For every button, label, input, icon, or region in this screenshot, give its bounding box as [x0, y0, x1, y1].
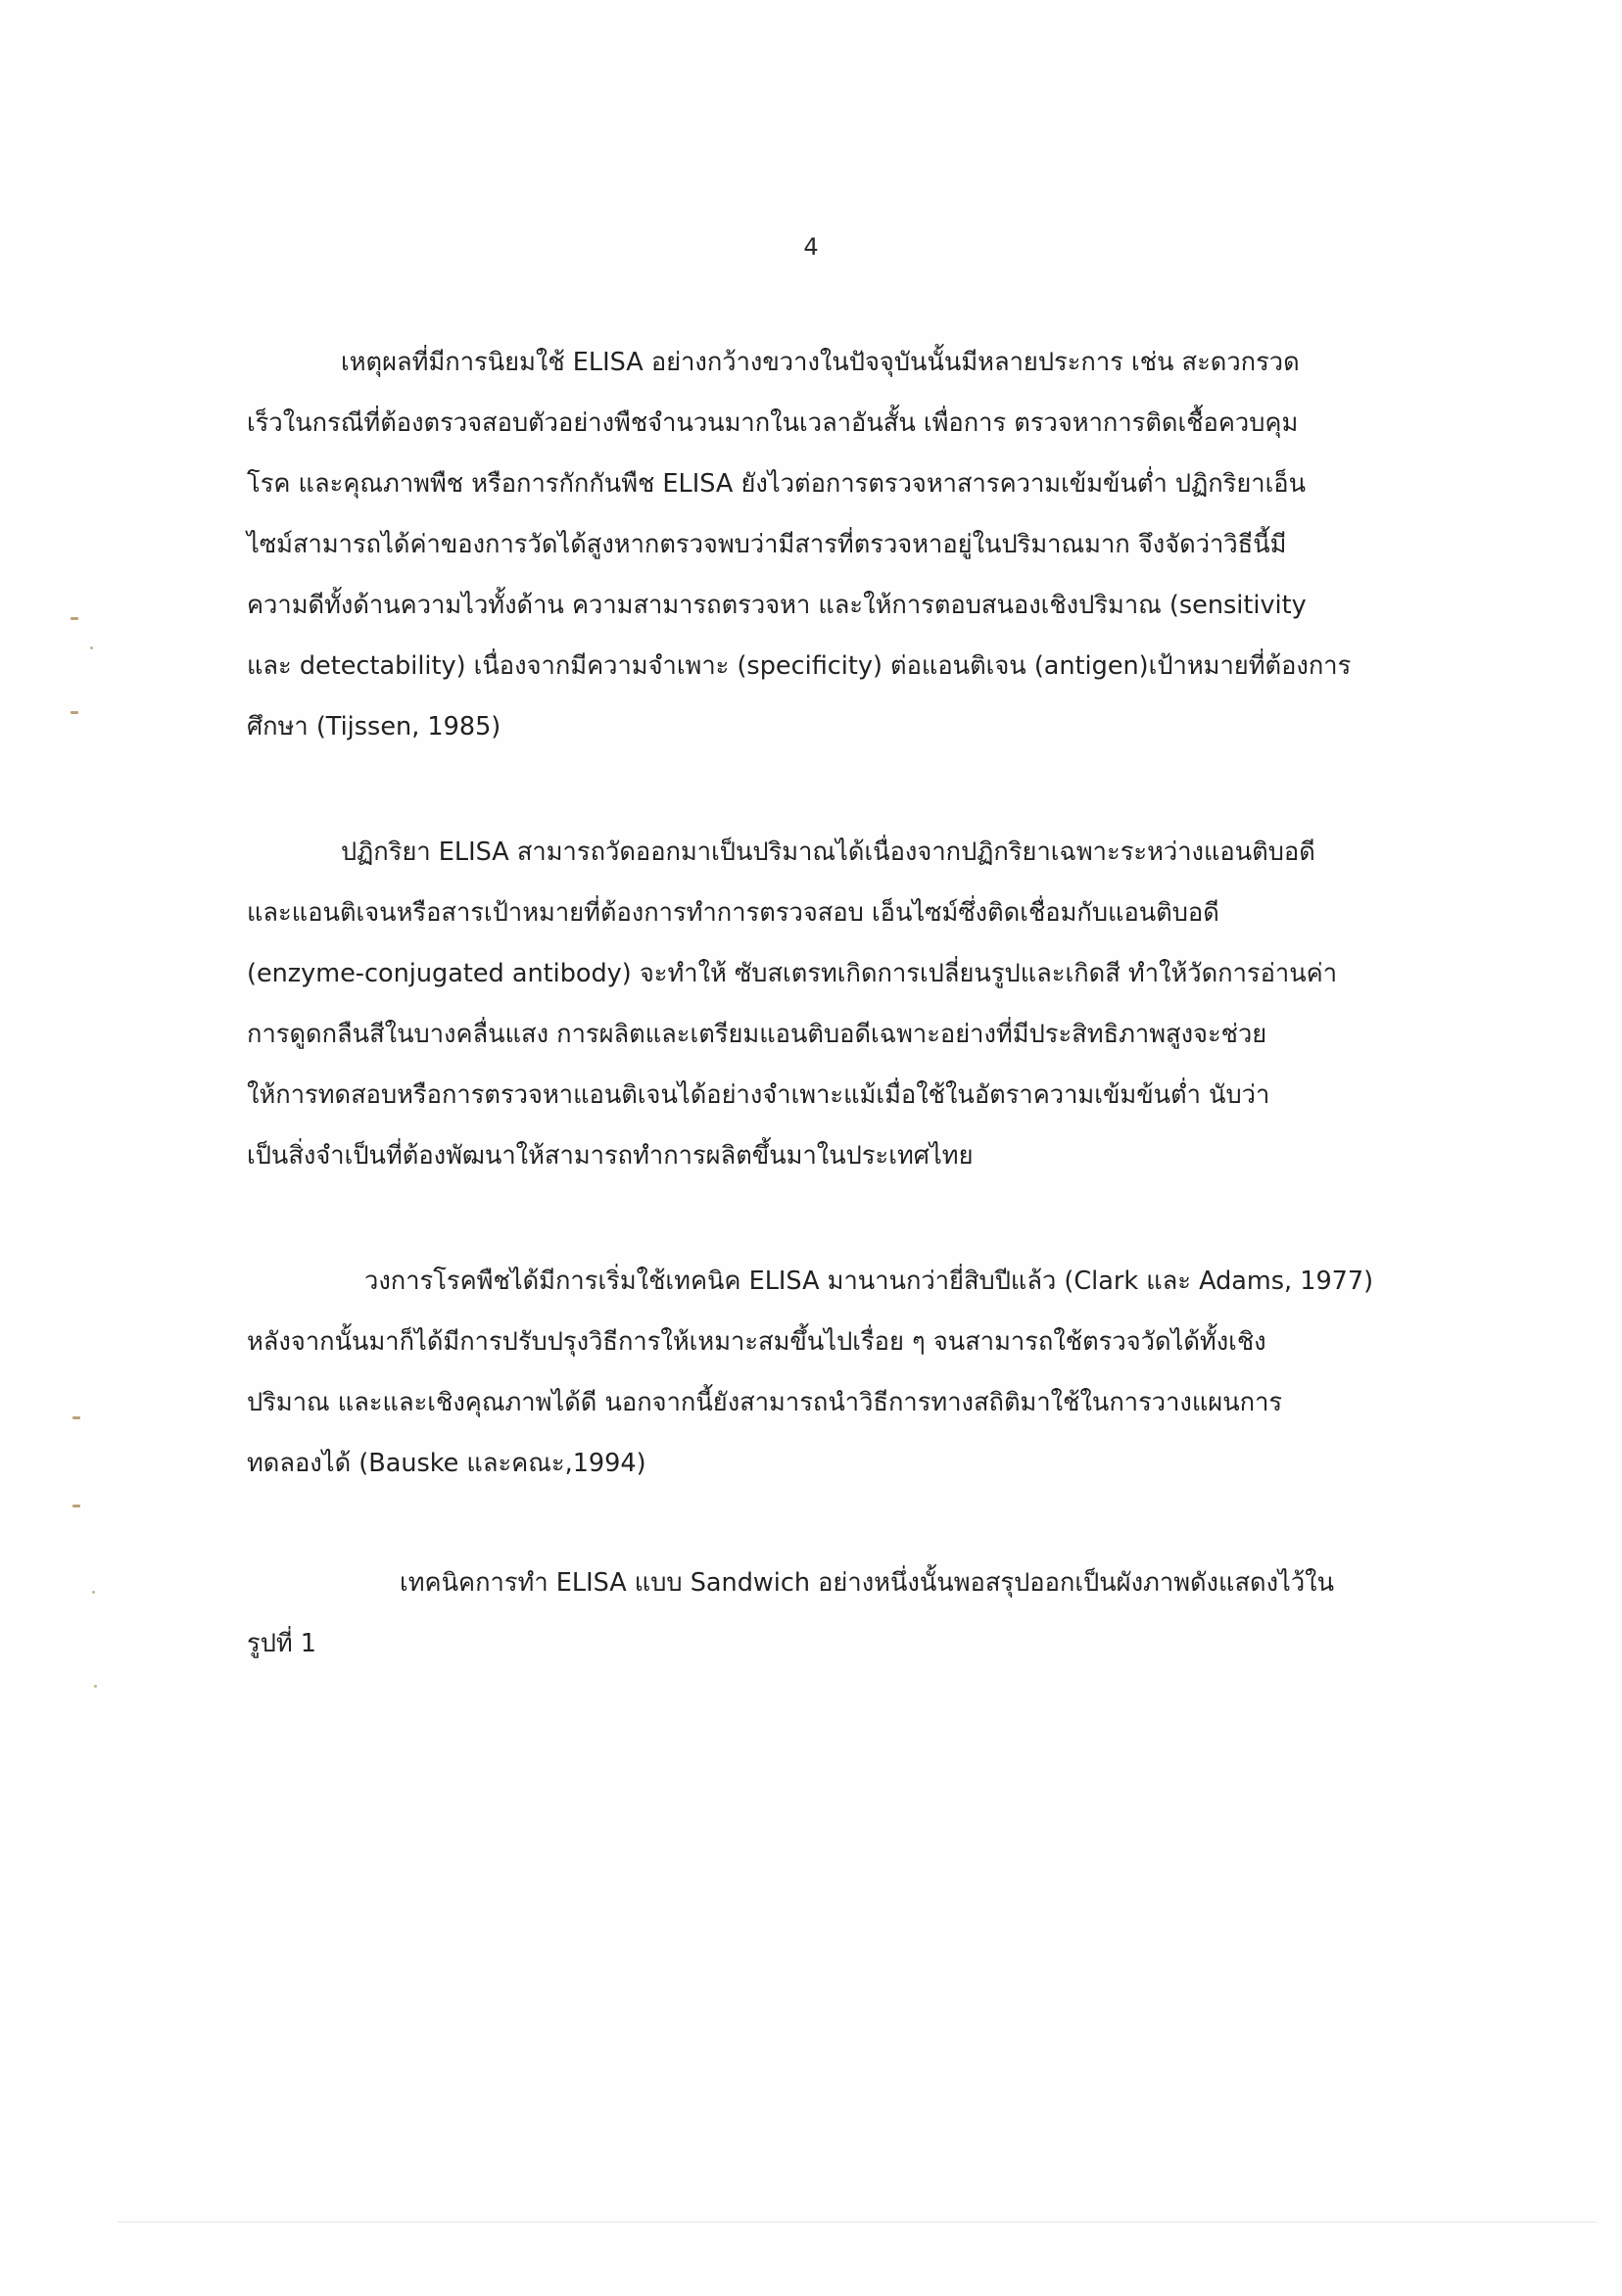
paragraph-3-line-3: ปริมาณ และและเชิงคุณภาพได้ดี นอกจากนี้ยังสามารถนำวิธีการทางสถิติมาใช้ในการวางแผนการ: [247, 1388, 1283, 1417]
paragraph-1-line-2: เร็วในกรณีที่ต้องตรวจสอบตัวอย่างพืชจำนวนมากในเวลาอันสั้น เพื่อการ ตรวจหาการติดเชื้อควบคุม: [247, 408, 1299, 438]
paragraph-2-line-6: เป็นสิ่งจำเป็นที่ต้องพัฒนาให้สามารถทำการผลิตขึ้นมาในประเทศไทย: [247, 1141, 974, 1171]
scan-dot: [94, 1685, 97, 1688]
paragraph-1-line-5: ความดีทั้งด้านความไวทั้งด้าน ความสามารถตรวจหา และให้การตอบสนองเชิงปริมาณ (sensitivity: [247, 591, 1307, 620]
paragraph-3-line-4: ทดลองได้ (Bauske และคณะ,1994): [247, 1449, 646, 1478]
paragraph-4-line-2: รูปที่ 1: [247, 1629, 317, 1658]
paragraph-1-line-4: ไซม์สามารถได้ค่าของการวัดได้สูงหากตรวจพบว่ามีสารที่ตรวจหาอยู่ในปริมาณมาก จึงจัดว่าวิธีนี้มี: [247, 530, 1287, 559]
paragraph-2-line-4: การดูดกลืนสีในบางคลื่นแสง การผลิตและเตรียมแอนติบอดีเฉพาะอย่างที่มีประสิทธิภาพสูงจะช่วย: [247, 1020, 1267, 1049]
scan-edge-line: [118, 2222, 1597, 2223]
paragraph-1-line-3: โรค และคุณภาพพืช หรือการกักกันพืช ELISA ยังไวต่อการตรวจหาสารความเข้มข้นต่ำ ปฏิกริยาเอ็น: [247, 469, 1307, 499]
scan-mark: [72, 1505, 80, 1507]
paragraph-3-line-2: หลังจากนั้นมาก็ได้มีการปรับปรุงวิธีการให้เหมาะสมขึ้นไปเรื่อย ๆ จนสามารถใช้ตรวจวัดได้ทั้งเชิง: [247, 1327, 1266, 1357]
paragraph-1-line-7: ศึกษา (Tijssen, 1985): [247, 712, 501, 741]
scan-mark: [71, 617, 78, 620]
paragraph-2-line-2: และแอนติเจนหรือสารเป้าหมายที่ต้องการทำการตรวจสอบ เอ็นไซม์ซึ่งติดเชื่อมกับแอนติบอดี: [247, 898, 1219, 928]
scan-dot: [90, 646, 93, 649]
paragraph-4-line-1: เทคนิคการทำ ELISA แบบ Sandwich อย่างหนึ่งนั้นพอสรุปออกเป็นผังภาพดังแสดงไว้ใน: [400, 1568, 1335, 1598]
paragraph-1-line-1: เหตุผลที่มีการนิยมใช้ ELISA อย่างกว้างขวางในปัจจุบันนั้นมีหลายประการ เช่น สะดวกรวด: [341, 348, 1300, 377]
paragraph-1-line-6: และ detectability) เนื่องจากมีความจำเพาะ (specificity) ต่อแอนติเจน (antigen)เป้าหมายที่ต้องการ: [247, 651, 1352, 681]
scan-dot: [92, 1591, 95, 1594]
scan-mark: [72, 1416, 80, 1419]
paragraph-2-line-5: ให้การทดสอบหรือการตรวจหาแอนติเจนได้อย่างจำเพาะแม้เมื่อใช้ในอัตราความเข้มข้นต่ำ นับว่า: [247, 1080, 1270, 1110]
paragraph-2-line-1: ปฏิกริยา ELISA สามารถวัดออกมาเป็นปริมาณได้เนื่องจากปฏิกริยาเฉพาะระหว่างแอนติบอดี: [341, 837, 1315, 867]
scan-mark: [71, 711, 78, 714]
paragraph-3-line-1: วงการโรคพืชได้มีการเริ่มใช้เทคนิค ELISA มานานกว่ายี่สิบปีแล้ว (Clark และ Adams, 1977): [364, 1267, 1374, 1296]
page-number: 4: [803, 233, 819, 261]
paragraph-2-line-3: (enzyme-conjugated antibody) จะทำให้ ซับสเตรทเกิดการเปลี่ยนรูปและเกิดสี ทำให้วัดการอ่านค่า: [247, 959, 1338, 988]
